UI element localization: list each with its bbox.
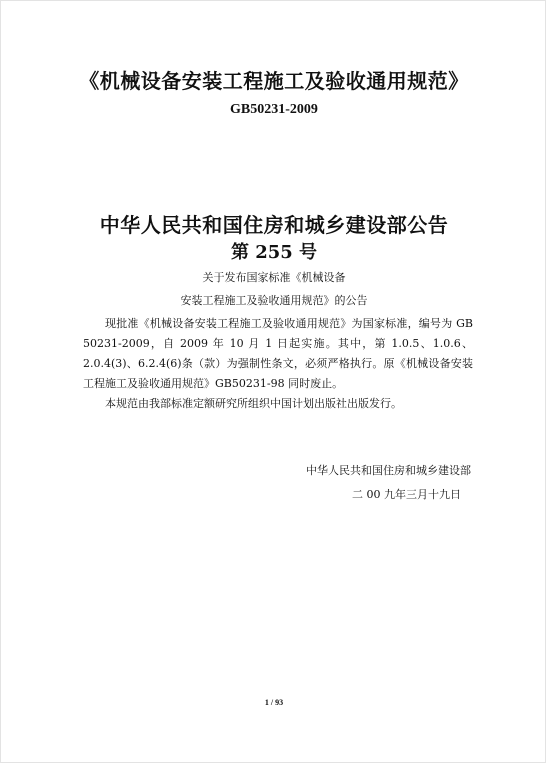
notice-body xyxy=(83,314,473,414)
notice-issuer: 中华人民共和国住房和城乡建设部 xyxy=(306,464,471,477)
notice-number: 第 255 号 xyxy=(230,242,318,263)
notice-subject-line-2: 安装工程施工及验收通用规范》的公告 xyxy=(180,294,368,307)
standard-code: GB50231-2009 xyxy=(230,102,318,117)
notice-title: 中华人民共和国住房和城乡建设部公告 xyxy=(99,213,449,237)
notice-paragraph-approval: 现批准《机械设备安装工程施工及验收通用规范》为国家标准，编号为 GB 50231-2009，自 2009 年 10 月 1 日起实施。其中，第 1.0.5、1.0.6、2.0.4(3)、6.2.4(6)条（款）为强制性条文，必须严格执行。原《机械设备安装工程施工及验收通用规范》GB50231-98 同时废止。 xyxy=(83,317,473,390)
notice-paragraph-publisher: 本规范由我部标准定额研究所组织中国计划出版社出版发行。 xyxy=(105,397,402,410)
notice-subject-line-1: 关于发布国家标准《机械设备 xyxy=(202,271,346,284)
page-number: 1 / 93 xyxy=(264,698,284,707)
notice-date: 二 00 九年三月十九日 xyxy=(352,488,461,501)
document-title: 《机械设备安装工程施工及验收通用规范》 xyxy=(79,69,469,93)
